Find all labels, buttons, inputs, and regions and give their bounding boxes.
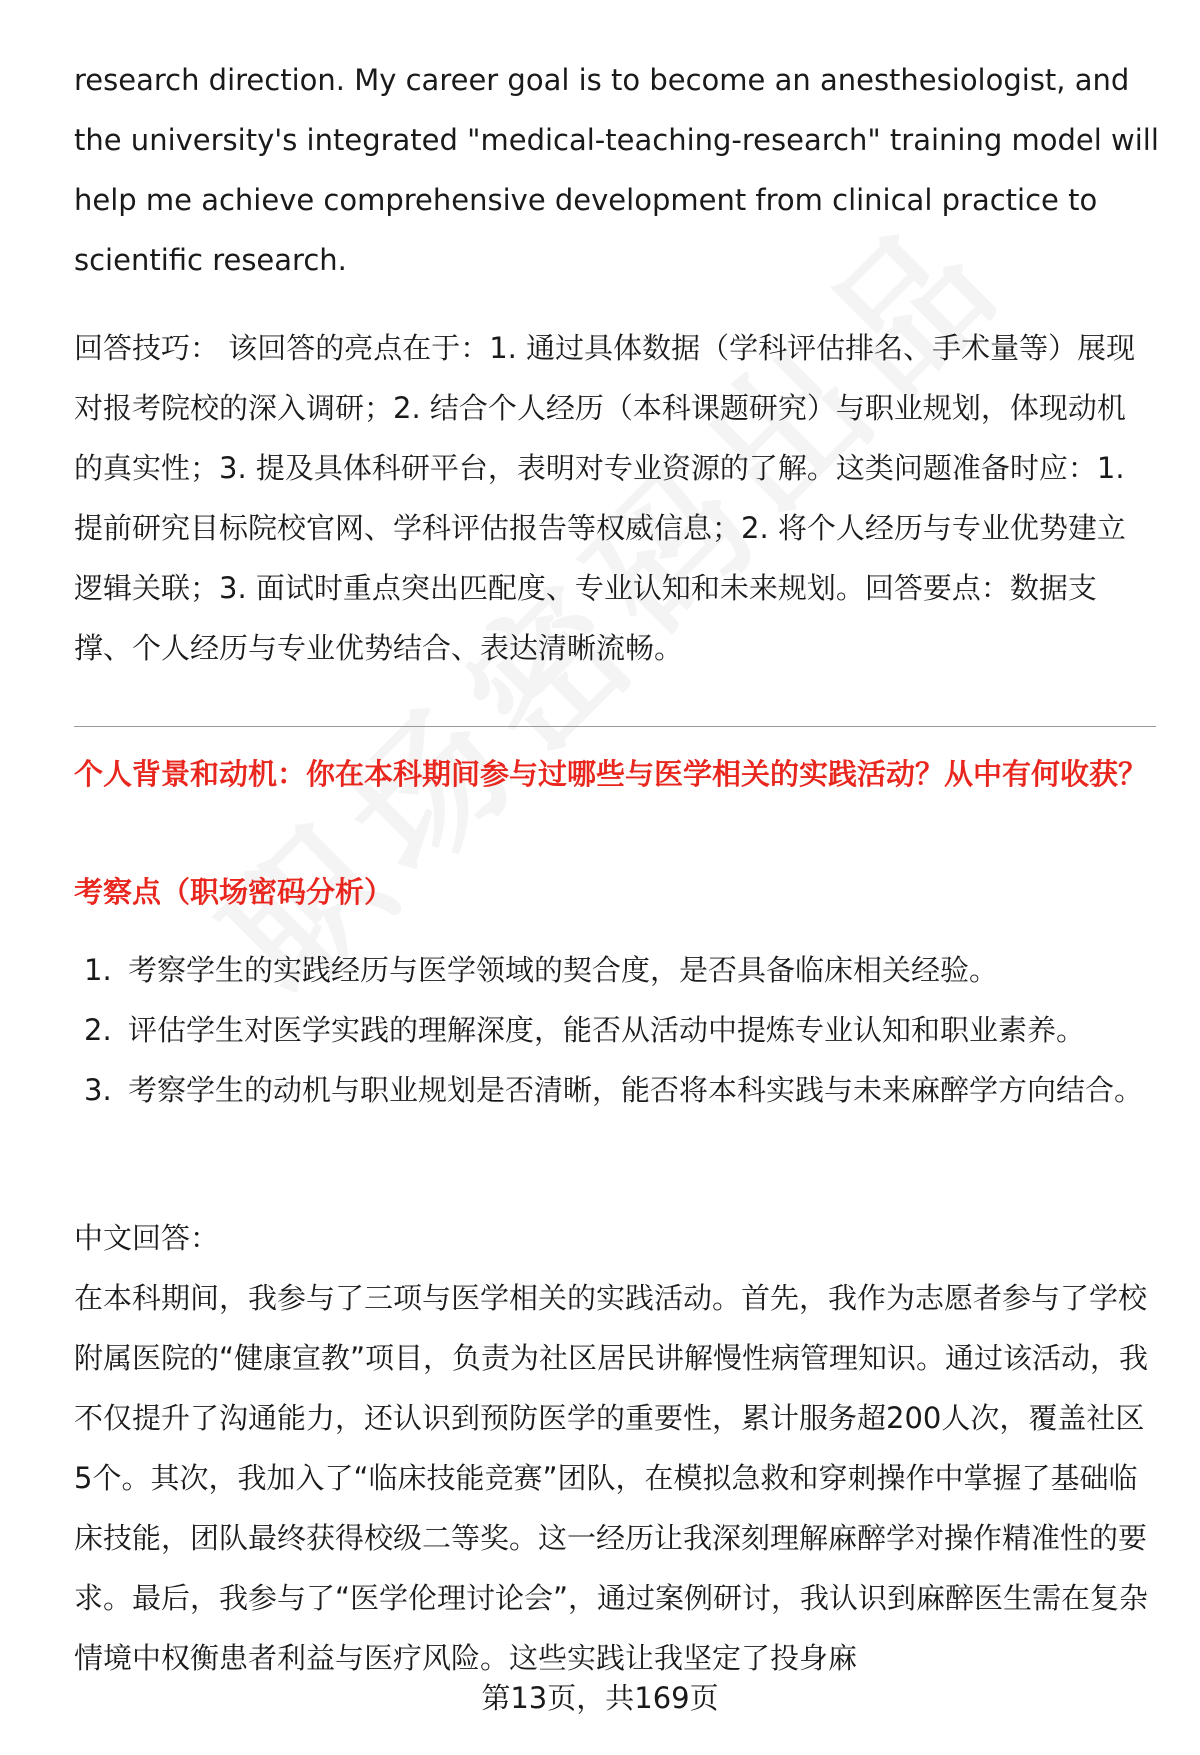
list-item-text: 考察学生的动机与职业规划是否清晰，能否将本科实践与未来麻醉学方向结合。 [128, 1073, 1144, 1107]
list-item-number: 1. [84, 953, 112, 987]
list-item-text: 评估学生对医学实践的理解深度，能否从活动中提炼专业认知和职业素养。 [128, 1013, 1086, 1047]
intro-paragraph-english: research direction. My career goal is to become an anesthesiologist, and the university's integrated "medical-teaching-research" training model will help me achieve comprehensive development from clinical practice to scientific research. [74, 63, 1159, 277]
assessment-subheading: 考察点（职场密码分析） [74, 875, 394, 909]
list-item [74, 1060, 1154, 1120]
list-item [74, 940, 1154, 1000]
list-item-text: 考察学生的实践经历与医学领域的契合度，是否具备临床相关经验。 [128, 953, 999, 987]
chinese-answer-paragraph: 在本科期间，我参与了三项与医学相关的实践活动。首先，我作为志愿者参与了学校附属医院的“健康宣教”项目，负责为社区居民讲解慢性病管理知识。通过该活动，我不仅提升了沟通能力，还认识到预防医学的重要性，累计服务超200人次，覆盖社区5个。其次，我加入了“临床技能竞赛”团队，在模拟急救和穿刺操作中掌握了基础临床技能，团队最终获得校级二等奖。这一经历让我深刻理解麻醉学对操作精准性的要求。最后，我参与了“医学伦理讨论会”，通过案例研讨，我认识到麻醉医生需在复杂情境中权衡患者利益与医疗风险。这些实践让我坚定了投身麻 [74, 1281, 1149, 1675]
list-item [74, 1000, 1154, 1060]
list-item-number: 2. [84, 1013, 112, 1047]
chinese-answer-label: 中文回答： [74, 1221, 220, 1255]
answer-tips-paragraph: 回答技巧： 该回答的亮点在于：1. 通过具体数据（学科评估排名、手术量等）展现对报考院校的深入调研；2. 结合个人经历（本科课题研究）与职业规划，体现动机的真实性；3. 提及具体科研平台，表明对专业资源的了解。这类问题准备时应：1. 提前研究目标院校官网、学科评估报告等权威信息；2. 将个人经历与专业优势建立逻辑关联；3. 面试时重点突出匹配度、专业认知和未来规划。回答要点：数据支撑、个人经历与专业优势结合、表达清晰流畅。 [74, 331, 1136, 665]
section-divider [74, 726, 1156, 727]
list-item-number: 3. [84, 1073, 112, 1107]
assessment-points-list [74, 940, 1154, 1120]
page-number-footer: 第13页，共169页 [481, 1681, 719, 1715]
question-heading: 个人背景和动机：你在本科期间参与过哪些与医学相关的实践活动？从中有何收获？ [74, 757, 1148, 791]
